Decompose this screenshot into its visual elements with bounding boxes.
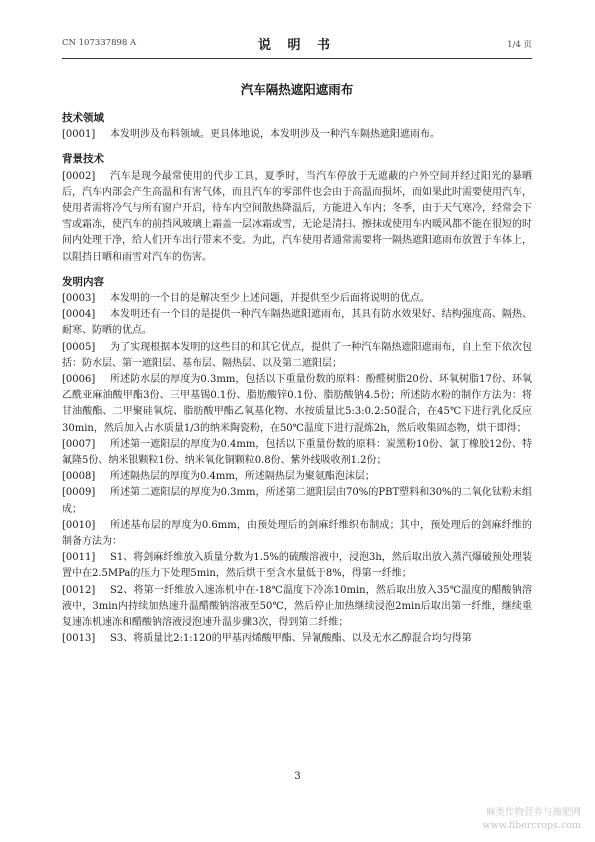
section-heading-background: 背景技术 [62, 153, 104, 166]
paragraph-text: S3、将质量比2:1:120的甲基丙烯酸甲酯、异氰酸酯、以及无水乙醇混合均匀得第 [110, 633, 472, 645]
paragraph-number: [0004] [62, 309, 96, 321]
paragraph-text: 所述防水层的厚度为0.3mm，包括以下重量份数的原料：酚醛树脂20份、环氧树脂17份、环氧乙酰亚麻油酸甲酯3份、三甲基锡0.1份、脂肪酸锌0.1份、脂肪酸钠4.5份；所述防水粉的制作方法为：将甘油酸酯、二甲聚硅氧烷、脂肪酸甲酯乙氧基化物、水按质量比5:3:0.2:50混合，在45℃下进行乳化反应30min，然后加入占水质量1/3的纳米陶瓷粉，在50℃温度下进行混炼2h，然后收集固态物，烘干即得； [62, 374, 532, 434]
paragraph [62, 307, 532, 339]
paragraph-number: [0012] [62, 584, 96, 596]
paragraph-text: 本发明的一个目的是解决至少上述问题，并提供至少后面将说明的优点。 [110, 293, 430, 305]
paragraph [62, 437, 532, 469]
patent-number: CN 107337898 A [62, 38, 137, 48]
paragraph [62, 291, 532, 307]
paragraph [62, 485, 532, 517]
document-body [62, 110, 532, 648]
paragraph-number: [0006] [62, 374, 96, 386]
paragraph [62, 372, 532, 437]
paragraph-text: 本发明还有一个目的是提供一种汽车隔热遮阳遮雨布，其具有防水效果好、结构强度高、隔热、耐寒、防晒的优点。 [62, 309, 532, 337]
section-heading-summary: 发明内容 [62, 275, 104, 288]
page-header [62, 34, 532, 54]
paragraph [62, 340, 532, 372]
paragraph-text: 汽车是现今最常使用的代步工具，夏季时，当汽车停放于无遮蔽的户外空间并经过阳光的暴晒后，汽车内部会产生高温和有害气体，而且汽车的零部件也会由于高温而损坏，而如果此时需要使用汽车，使用者需将冷气与所有窗户开启，待车内空间散热降温后，方能进入车内；冬季，由于天气寒冷，经常会下雪或霜冻，使汽车的前挡风玻璃上霜盖一层冰霜或雪，无论是清扫、擦抹或使用车内暖风都不能在很短的时间内处理干净，给人们开车出行带来不变。为此，汽车使用者通常需要将一隔热遮阳遮雨布放置于车体上，以阻挡日晒和雨雪对汽车的伤害。 [62, 170, 532, 263]
paragraph-text: S1、将剑麻纤维放入质量分数为1.5%的硫酸溶液中，浸泡3h，然后取出放入蒸汽爆破预处理装置中在2.5MPa的压力下处理5min，然后烘干至含水量低于8%，得第一纤维； [62, 552, 532, 580]
paragraph-number: [0002] [62, 170, 96, 182]
paragraph-text: 所述第二遮阳层的厚度为0.3mm，所述第二遮阳层由70%的PBT塑料和30%的二氧化钛粉末组成； [62, 487, 532, 515]
paragraph-text: 本发明涉及布料领域。更具体地说，本发明涉及一种汽车隔热遮阳遮雨布。 [110, 129, 440, 141]
paragraph [62, 127, 532, 143]
paragraph-number: [0007] [62, 438, 96, 450]
paragraph-text: 所述基布层的厚度为0.6mm，由预处理后的剑麻纤维织布制成；其中，预处理后的剑麻纤维的制备方法为： [62, 519, 532, 548]
page-number: 3 [294, 771, 301, 782]
paragraph-number: [0005] [62, 341, 96, 353]
paragraph-text: S2、将第一纤维放入速冻机中在-18℃温度下冷冻10min，然后取出放入35℃温度的醋酸钠溶液中，3min内持续加热速升温醋酸钠溶液至50℃，然后停止加热继续浸泡2min后取出第一纤维，继续重复速冻机速冻和醋酸钠溶液浸泡速升温步骤3次，得到第二纤维； [62, 584, 532, 629]
paragraph [62, 469, 532, 485]
paragraph-number: [0003] [62, 293, 96, 305]
watermark-url: www.fibercrops.com [482, 820, 581, 831]
paragraph-number: [0013] [62, 633, 96, 645]
paragraph [62, 550, 532, 582]
section-heading-technical-field: 技术领域 [62, 112, 104, 124]
paragraph [62, 518, 532, 550]
paragraph-text: 所述第一遮阳层的厚度为0.4mm，包括以下重量份数的原料：炭黑粉10份、氯丁橡胶12份、特氟隆5份、纳米银颗粒1份、纳米氧化铜颗粒0.8份、紫外线吸收剂1.2份； [62, 438, 532, 467]
document-type: 说 明 书 [257, 38, 337, 53]
paragraph-number: [0011] [62, 552, 96, 564]
paragraph-text: 所述隔热层的厚度为0.4mm，所述隔热层为聚氨酯泡沫层； [110, 471, 375, 483]
watermark [483, 806, 581, 832]
document-title: 汽车隔热遮阳遮雨布 [240, 82, 354, 97]
paragraph-number: [0001] [62, 129, 96, 141]
page-indicator: 1/4 页 [507, 40, 532, 50]
paragraph-text: 为了实现根据本发明的这些目的和其它优点，提供了一种汽车隔热遮阳遮雨布，自上至下依次包括：防水层、第一遮阳层、基布层、隔热层、以及第二遮阳层； [62, 341, 532, 369]
header-rule [62, 58, 532, 59]
paragraph [62, 631, 532, 647]
paragraph-number: [0009] [62, 487, 96, 499]
watermark-name: 麻类作物营养与施肥网 [485, 807, 581, 818]
paragraph [62, 583, 532, 632]
paragraph-number: [0010] [62, 519, 96, 531]
paragraph-number: [0008] [62, 471, 96, 483]
paragraph [62, 169, 532, 266]
